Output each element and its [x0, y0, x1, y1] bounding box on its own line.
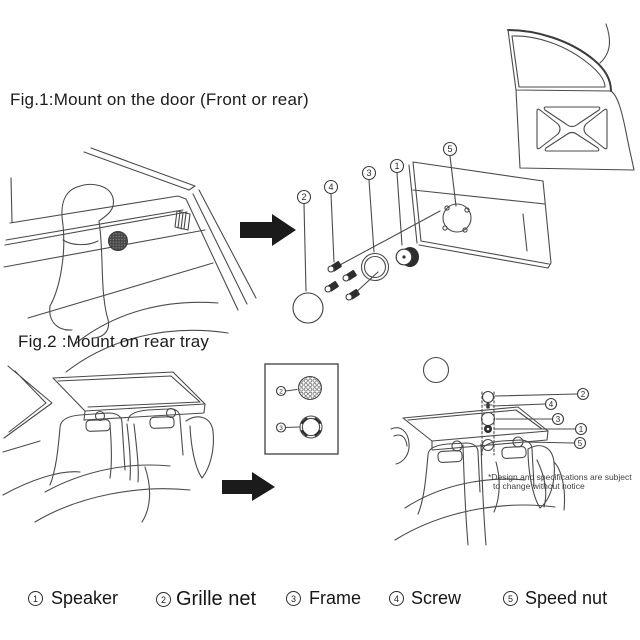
spec-note [488, 473, 640, 491]
legend-label-speaker: Speaker [51, 588, 119, 608]
callout-number: 3 [555, 414, 561, 424]
fig1-callout-4 [325, 181, 338, 194]
grille-net-detail [299, 377, 322, 400]
fig1-callout-1 [391, 160, 404, 173]
callout-number: 1 [394, 161, 400, 171]
callout-number: 4 [548, 399, 554, 409]
callout-number: 2 [301, 192, 307, 202]
spec-note-line1: *Design and specifications are subject [488, 472, 632, 482]
mounted-speaker-mesh [109, 232, 128, 251]
frame-ring-part [362, 254, 389, 281]
circled-number-2: 2 [156, 592, 171, 607]
fig1-title: Fig.1:Mount on the door (Front or rear) [10, 90, 309, 109]
fig2-exploded-view [391, 358, 589, 546]
screw-parts [325, 261, 360, 300]
callout-number: 2 [580, 389, 586, 399]
legend-item-speaker [28, 588, 118, 609]
door-x-brace [537, 107, 607, 151]
legend-label-frame: Frame [309, 588, 362, 608]
legend-item-frame [286, 588, 361, 609]
fig2-parts-detail-box [265, 364, 338, 454]
legend-item-speed-nut [503, 588, 607, 609]
circled-number-1: 1 [28, 591, 43, 606]
legend-label-speed-nut: Speed nut [525, 588, 608, 608]
car-door-drawing [508, 24, 634, 170]
grille-net-part [293, 293, 323, 323]
callout-number: 2 [279, 388, 283, 396]
box-callout-2 [277, 387, 286, 396]
fig2-callout-1 [576, 424, 587, 435]
box-callout-3 [277, 423, 286, 432]
legend-item-grille-net [156, 588, 256, 611]
legend-label-grille-net: Grille net [176, 588, 257, 610]
fig2-rear-tray-drawing [3, 366, 213, 522]
fig1-exploded-view [293, 143, 551, 324]
legend-label-screw: Screw [411, 588, 462, 608]
fig2-callout-3 [553, 414, 564, 425]
callout-number: 4 [328, 182, 334, 192]
callout-number: 3 [279, 424, 283, 432]
legend-item-screw [389, 588, 461, 609]
circled-number-4: 4 [389, 591, 404, 606]
callout-number: 5 [447, 144, 453, 154]
speaker-part [396, 247, 419, 267]
right-arrow-icon [240, 214, 296, 246]
grille-net-front-view [424, 358, 449, 383]
fig1-callout-5 [444, 143, 457, 156]
spec-note-line2: to change without notice [493, 481, 585, 491]
fig2-callout-4 [546, 399, 557, 410]
callout-number: 5 [577, 438, 583, 448]
circled-number-3: 3 [286, 591, 301, 606]
fig2-title: Fig.2 :Mount on rear tray [18, 332, 210, 351]
callout-number: 3 [366, 168, 372, 178]
right-arrow-icon [222, 472, 275, 501]
fig2-callout-5 [575, 438, 586, 449]
circled-number-5: 5 [503, 591, 518, 606]
fig2-callout-2 [578, 389, 589, 400]
fig1-callout-3 [363, 167, 376, 180]
fig1-callout-2 [298, 191, 311, 204]
door-inner-panel [409, 162, 551, 268]
callout-number: 1 [578, 424, 584, 434]
